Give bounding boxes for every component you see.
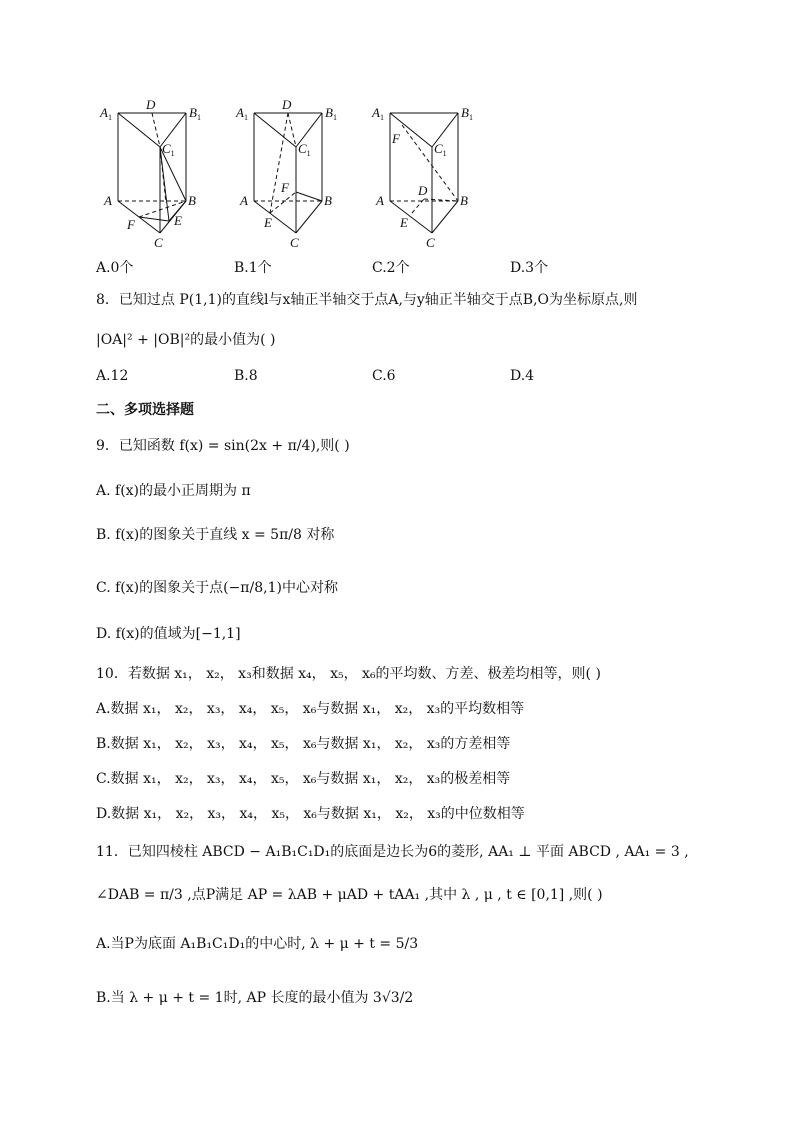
label-C1: $C_1$ bbox=[162, 141, 175, 158]
q8-option-d: D.4 bbox=[510, 368, 535, 384]
q9-option-a: A. f(x)的最小正周期为 π bbox=[96, 483, 251, 499]
label-E: E bbox=[264, 215, 272, 230]
label-C1: $C_1$ bbox=[298, 141, 311, 158]
q9-option-d: D. f(x)的值域为[−1,1] bbox=[96, 626, 241, 642]
label-A1: $A_1$ bbox=[236, 105, 248, 122]
q7-option-c: C.2个 bbox=[372, 260, 410, 276]
prism-figure-1 bbox=[96, 95, 216, 255]
q7-option-d: D.3个 bbox=[510, 260, 549, 276]
q10-stem: 10．若数据 x₁， x₂， x₃和数据 x₄， x₅， x₆的平均数、方差、极差均相等，则( ) bbox=[96, 666, 601, 682]
q9-stem: 9．已知函数 f(x) = sin(2x + π/4),则( ) bbox=[96, 438, 350, 454]
q7-option-b: B.1个 bbox=[234, 260, 272, 276]
q10-option-d: D.数据 x₁， x₂， x₃， x₄， x₅， x₆与数据 x₁， x₂， x₃的中位数相等 bbox=[96, 806, 525, 822]
q10-option-c: C.数据 x₁， x₂， x₃， x₄， x₅， x₆与数据 x₁， x₂， x₃的极差相等 bbox=[96, 771, 511, 787]
q11-option-a: A.当P为底面 A₁B₁C₁D₁的中心时, λ + μ + t = 5/3 bbox=[96, 936, 419, 952]
prism-figure-3 bbox=[368, 95, 488, 255]
label-D: D bbox=[282, 97, 292, 112]
label-B: B bbox=[188, 193, 196, 208]
label-B1: $B_1$ bbox=[325, 105, 337, 122]
figure-row bbox=[96, 95, 496, 255]
label-A: A bbox=[104, 193, 112, 208]
label-C: C bbox=[290, 235, 299, 250]
label-F: F bbox=[127, 217, 135, 232]
label-C1: $C_1$ bbox=[434, 141, 447, 158]
label-C: C bbox=[154, 235, 163, 250]
label-A: A bbox=[376, 193, 384, 208]
label-F: F bbox=[392, 131, 400, 146]
label-A: A bbox=[240, 193, 248, 208]
q10-option-b: B.数据 x₁， x₂， x₃， x₄， x₅， x₆与数据 x₁， x₂， x₃的方差相等 bbox=[96, 736, 511, 752]
label-B: B bbox=[460, 193, 468, 208]
label-D: D bbox=[146, 97, 156, 112]
label-E: E bbox=[400, 215, 408, 230]
label-A1: $A_1$ bbox=[372, 105, 384, 122]
label-D: D bbox=[418, 183, 428, 198]
prism-figure-2 bbox=[232, 95, 352, 255]
label-B1: $B_1$ bbox=[189, 105, 201, 122]
q8-option-c: C.6 bbox=[372, 368, 396, 384]
section-heading: 二、多项选择题 bbox=[96, 402, 194, 418]
q8-option-b: B.8 bbox=[234, 368, 258, 384]
label-C: C bbox=[426, 235, 435, 250]
q11-stem-line1: 11．已知四棱柱 ABCD − A₁B₁C₁D₁的底面是边长为6的菱形, AA₁ ⊥ 平面 ABCD , AA₁ = 3 , bbox=[96, 844, 689, 860]
label-B1: $B_1$ bbox=[461, 105, 473, 122]
label-E: E bbox=[174, 213, 182, 228]
q9-option-b: B. f(x)的图象关于直线 x = 5π/8 对称 bbox=[96, 527, 335, 543]
q8-stem-line2: |OA|² + |OB|²的最小值为( ) bbox=[96, 332, 276, 348]
label-B: B bbox=[324, 193, 332, 208]
q10-option-a: A.数据 x₁， x₂， x₃， x₄， x₅， x₆与数据 x₁， x₂， x₃的平均数相等 bbox=[96, 701, 525, 717]
label-A1: $A_1$ bbox=[100, 105, 112, 122]
q9-option-c: C. f(x)的图象关于点(−π/8,1)中心对称 bbox=[96, 580, 338, 596]
q8-option-a: A.12 bbox=[96, 368, 129, 384]
q8-stem-line1: 8．已知过点 P(1,1)的直线l与x轴正半轴交于点A,与y轴正半轴交于点B,O为坐标原点,则 bbox=[96, 292, 638, 308]
q11-option-b: B.当 λ + μ + t = 1时, AP 长度的最小值为 3√3/2 bbox=[96, 990, 414, 1006]
label-F: F bbox=[281, 180, 289, 195]
q11-stem-line2: ∠DAB = π/3 ,点P满足 AP = λAB + μAD + tAA₁ ,其中 λ , μ , t ∈ [0,1] ,则( ) bbox=[96, 887, 603, 903]
q7-option-a: A.0个 bbox=[96, 260, 134, 276]
